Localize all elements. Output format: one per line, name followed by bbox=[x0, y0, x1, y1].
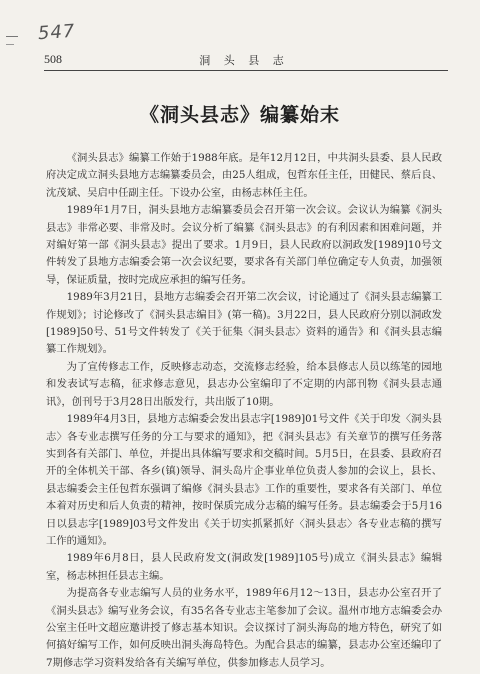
page-number: 508 bbox=[44, 52, 62, 66]
running-title: 洞 头 县 志 bbox=[199, 54, 289, 67]
paragraph: 《洞头县志》编纂工作始于1988年底。是年12月12日，中共洞头县委、县人民政府决定成立洞头县地方志编纂委员会，由25人组成，包哲东任主任，田健民、蔡后良、沈茂斌、吴启中任副主任。下设办公室，由杨志林任主任。 bbox=[46, 152, 442, 199]
paragraph: 为了宣传修志工作，反映修志动态，交流修志经验，给本县修志人员以练笔的园地和发表试写志稿，征求修志意见，县志办公室编印了不定期的内部刊物《洞头县志通讯》，创刊号于3月28日出版发行，共出版了10期。 bbox=[46, 360, 442, 408]
article-title: 《洞头县志》编纂始末 bbox=[139, 104, 340, 126]
page-header bbox=[44, 50, 444, 70]
paragraph: 1989年6月8日，县人民政府发文(洞政发[1989]105号)成立《洞头县志》编辑室，杨志林担任县志主编。 bbox=[46, 552, 442, 582]
paragraph: 1989年3月21日，县地方志编委会召开第二次会议，讨论通过了《洞头县志编纂工作规划》；讨论修改了《洞头县志编目》(第一稿)。3月22日，县人民政府分别以洞政发[1989]50号、51号文件转发了《关于征集〈洞头县志〉资料的通告》和《洞头县志编纂工作规划》。 bbox=[46, 291, 442, 356]
paragraph: 1989年4月3日，县地方志编委会发出县志字[1989]01号文件《关于印发〈洞头县志〉各专业志撰写任务的分工与要求的通知》，把《洞头县志》有关章节的撰写任务落实到各有关部门、单位，并提出具体编写要求和交稿时间。5月5日，在县委、县政府召开的全体机关干部、各乡(镇)领导、洞头岛片企事业单位负责人参加的会议上，县长、县志编委会主任包哲东强调了编修《洞头县志》工作的重要性，要求各有关部门、单位本着对历史和后人负责的精神，按时保质完成分志稿的编写任务。县志编委会于5月16日以县志字[1989]03号文件发出《关于切实抓紧抓好〈洞头县志〉各专业志稿的撰写工作的通知》。 bbox=[46, 413, 442, 547]
paragraph: 为提高各专业志编写人员的业务水平，1989年6月12～13日，县志办公室召开了《洞头县志》编写业务会议，有35名各专业志主笔参加了会议。温州市地方志编委会办公室主任叶文超应邀讲授了修志基本知识。会议探讨了洞头海岛的地方特色，研究了如何搞好编写工作，如何反映出洞头海岛特色。为配合县志的编纂，县志办公室还编印了7期修志学习资料发给各有关编写单位，供参加修志人员学习。 bbox=[46, 587, 442, 669]
handwritten-annotation: 547 bbox=[37, 20, 77, 45]
margin-mark bbox=[6, 44, 14, 45]
header-rule bbox=[44, 70, 448, 71]
paragraph: 1989年1月7日，洞头县地方志编纂委员会召开第一次会议。会议认为编纂《洞头县志》非常必要、非常及时。会议分析了编纂《洞头县志》的有利因素和困难问题，并对编好第一部《洞头县志》提出了要求。1月9日，县人民政府以洞政发[1989]10号文件转发了县地方志编委会第一次会议纪要，要求各有关部门单位确定专人负责，加强领导，保证质量，按时完成应承担的编写任务。 bbox=[46, 204, 442, 286]
margin-mark bbox=[6, 36, 18, 37]
article-body bbox=[46, 150, 442, 672]
